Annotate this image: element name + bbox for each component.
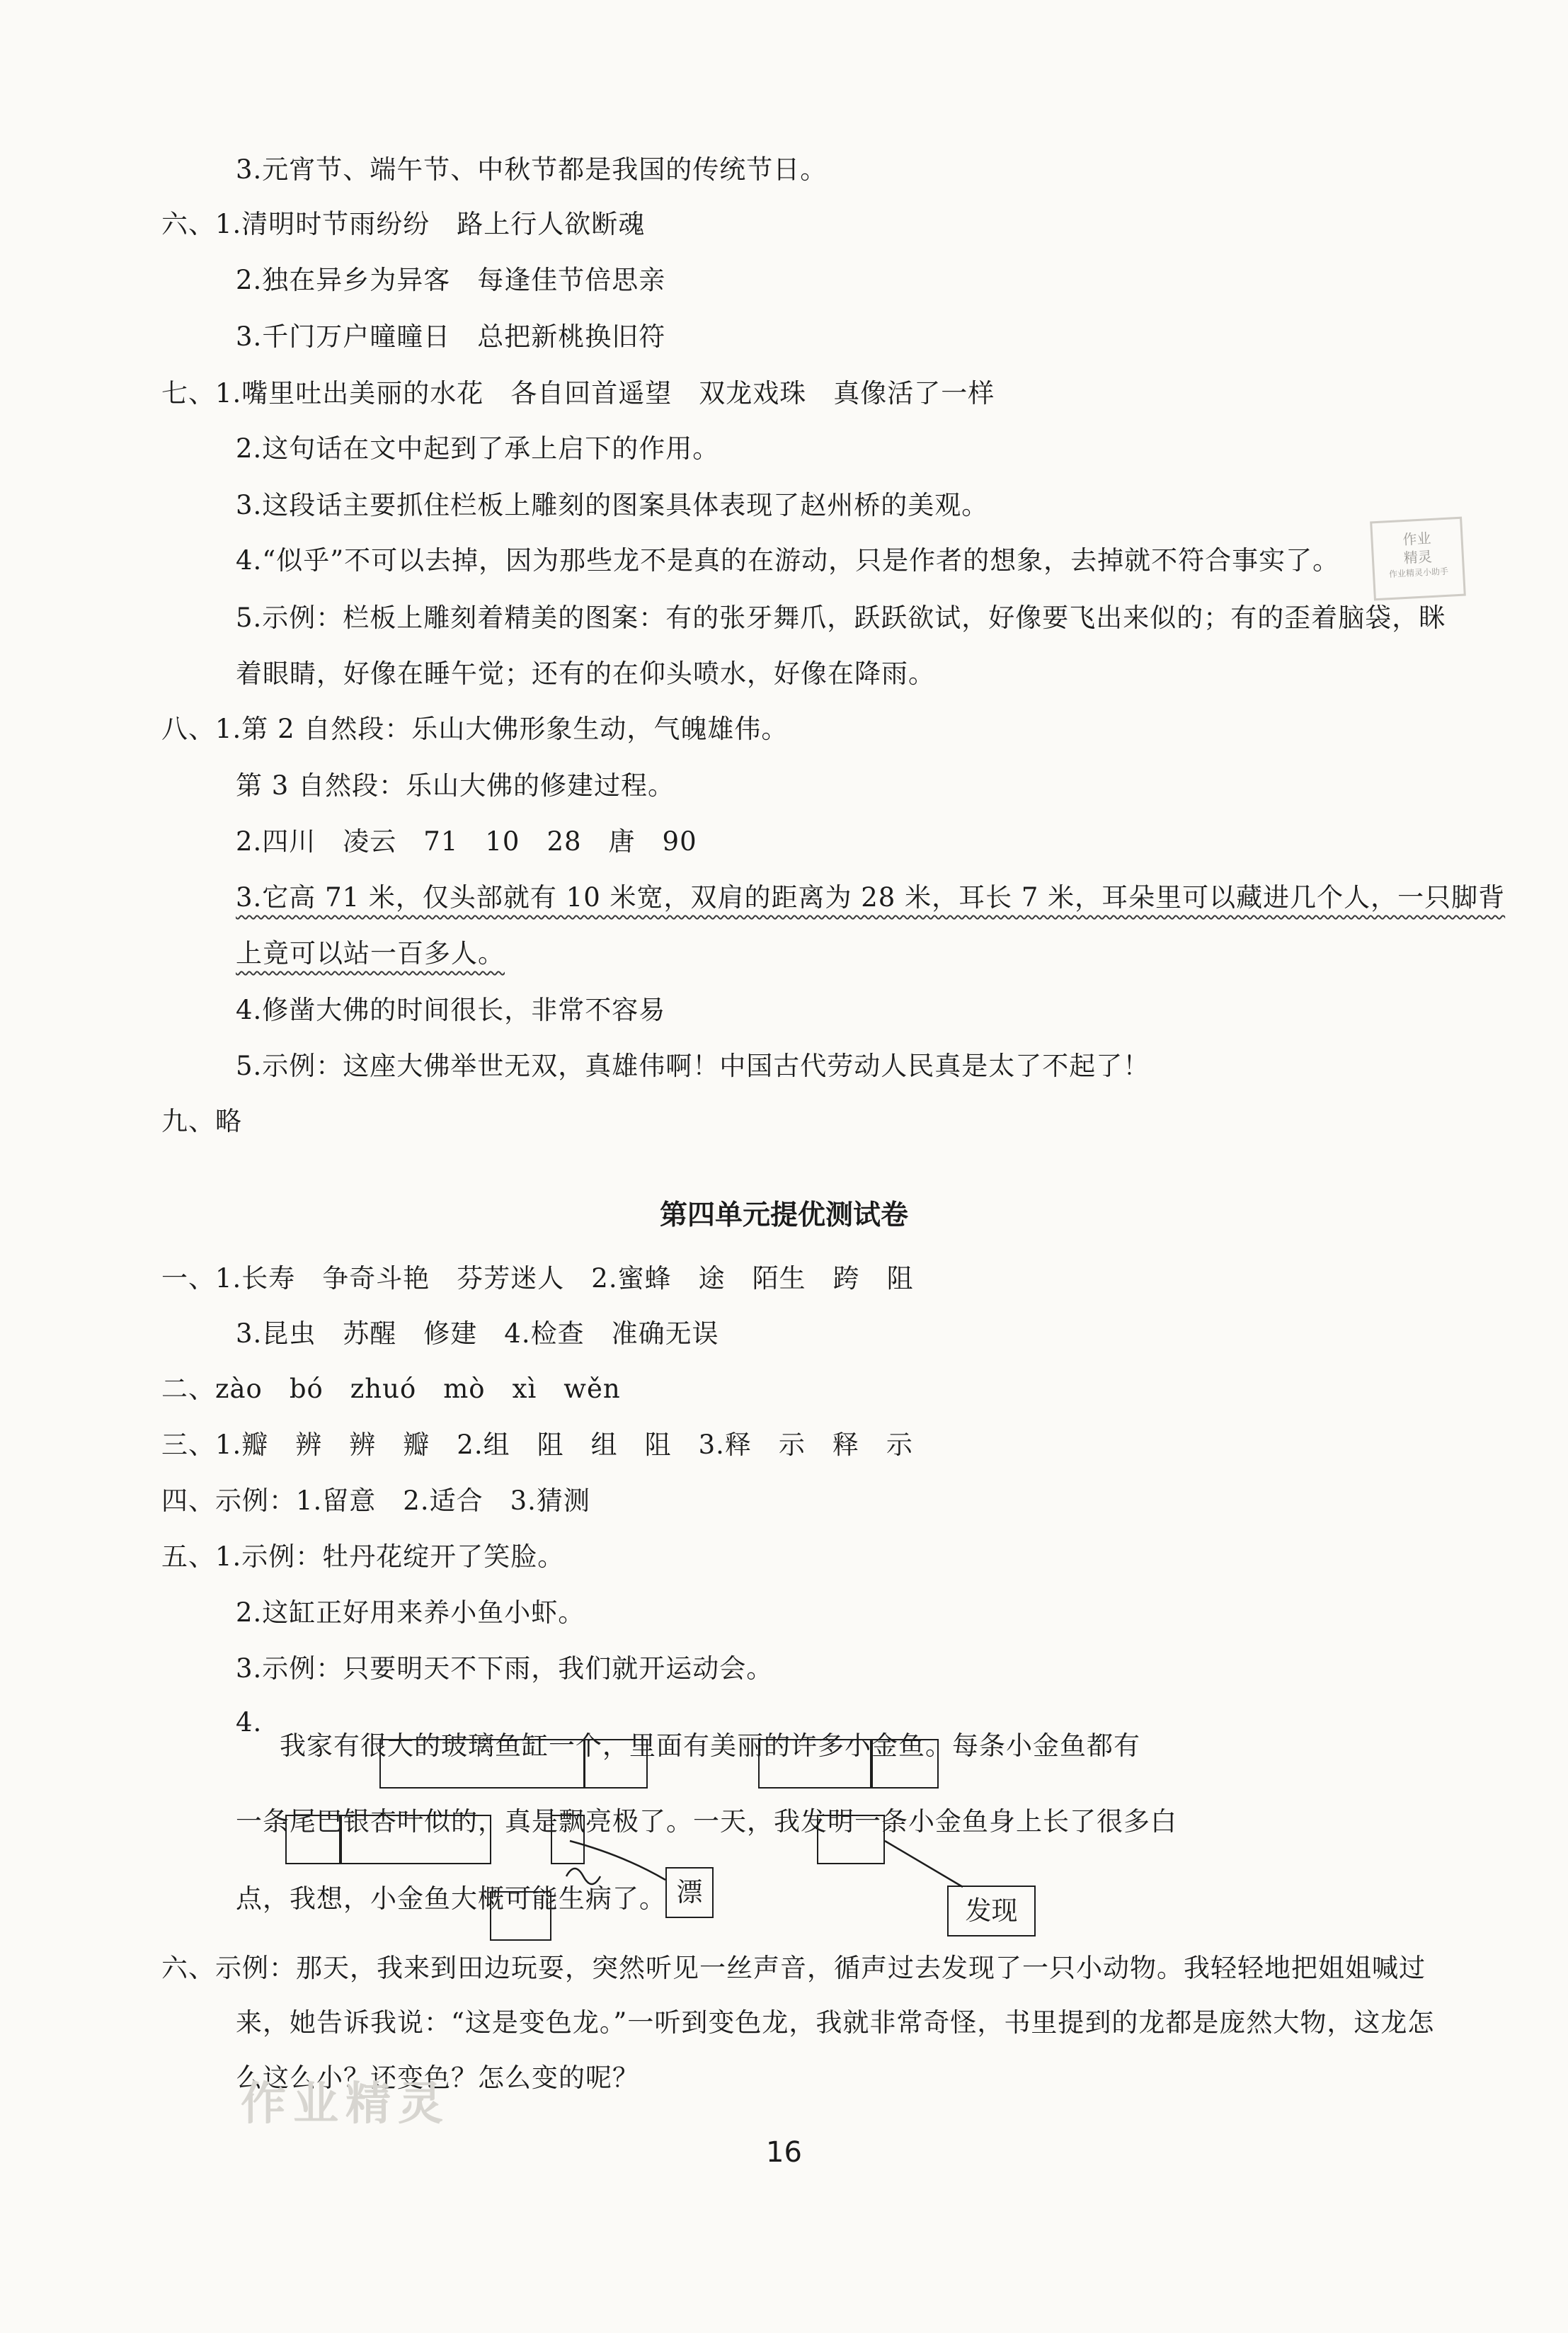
answer-line: 六、示例：那天，我来到田边玩耍，突然听见一丝声音，循声过去发现了一只小动物。我轻轻地把姐姐喊过 [161, 1953, 1426, 1983]
answer-line: 点，我想，小金鱼大概可能生病了。 [236, 1883, 666, 1914]
arrow-line [570, 1841, 665, 1880]
answer-line: 2.独在异乡为异客 每逢佳节倍思亲 [236, 265, 666, 295]
wavy-underline-text: 上竟可以站一百多人。 [236, 938, 505, 969]
answer-line: 3.昆虫 苏醒 修建 4.检查 准确无误 [236, 1318, 719, 1349]
answer-line: 2.四川 凌云 71 10 28 唐 90 [236, 826, 697, 857]
answer-line: 二、zào bó zhuó mò xì wěn [161, 1374, 621, 1404]
answer-line: 一、1.长寿 争奇斗艳 芬芳迷人 2.蜜蜂 途 陌生 跨 阻 [161, 1263, 914, 1294]
watermark-stamp: 作业 精灵 作业精灵小助手 [1370, 517, 1466, 601]
answer-line: 九、略 [161, 1106, 242, 1136]
answer-line: 5.示例：这座大佛举世无双，真雄伟啊！中国古代劳动人民真是太了不起了！ [236, 1051, 1150, 1081]
answer-line: 七、1.嘴里吐出美丽的水花 各自回首遥望 双龙戏珠 真像活了一样 [161, 378, 995, 409]
wavy-underline-text: 3.它高 71 米，仅头部就有 10 米宽，双肩的距离为 28 米，耳长 7 米，耳朵里可以藏进几个人，一只脚背 [236, 882, 1506, 913]
answer-line: 一条尾巴银杏叶似的，真是飘亮极了。一天，我发明一条小金鱼身上长了很多白 [236, 1806, 1177, 1837]
answer-line: 六、1.清明时节雨纷纷 路上行人欲断魂 [161, 209, 646, 239]
answer-line: 着眼睛，好像在睡午觉；还有的在仰头喷水，好像在降雨。 [236, 658, 935, 689]
answer-line: 4.修凿大佛的时间很长，非常不容易 [236, 995, 666, 1025]
page-number: 16 [766, 2136, 802, 2169]
answer-line: 3.元宵节、端午节、中秋节都是我国的传统节日。 [236, 154, 828, 185]
answer-line: 四、示例：1.留意 2.适合 3.猜测 [161, 1485, 590, 1516]
answer-line: 3.这段话主要抓住栏板上雕刻的图案具体表现了赵州桥的美观。 [236, 490, 989, 520]
answer-line: 五、1.示例：牡丹花绽开了笑脸。 [161, 1541, 565, 1572]
answer-line: 3.示例：只要明天不下雨，我们就开运动会。 [236, 1653, 774, 1684]
answer-line: 2.这句话在文中起到了承上启下的作用。 [236, 433, 720, 464]
answer-line: 3.千门万户曈曈日 总把新桃换旧符 [236, 321, 666, 352]
watermark-text: 作业精灵 [241, 2078, 450, 2130]
answer-line: 来，她告诉我说：“这是变色龙。”一听到变色龙，我就非常奇怪，书里提到的龙都是庞然大物，这龙怎 [236, 2007, 1435, 2038]
answer-line: 4. [236, 1707, 263, 1738]
answer-line: 2.这缸正好用来养小鱼小虾。 [236, 1597, 585, 1628]
answer-line: 第 3 自然段：乐山大佛的修建过程。 [236, 770, 675, 801]
answer-line: 八、1.第 2 自然段：乐山大佛形象生动，气魄雄伟。 [161, 714, 789, 744]
arrow-loop [566, 1869, 600, 1884]
correction-piao: 漂 [665, 1867, 714, 1918]
section-title: 第四单元提优测试卷 [659, 1199, 908, 1231]
answer-line: 我家有很大的玻璃鱼缸一个，里面有美丽的许多小金鱼。每条小金鱼都有 [280, 1730, 1140, 1761]
arrow-line [885, 1841, 963, 1887]
answer-line: 么这么小？还变色？怎么变的呢？ [236, 2063, 639, 2093]
answer-line: 4.“似乎”不可以去掉，因为那些龙不是真的在游动，只是作者的想象，去掉就不符合事实了。 [236, 545, 1340, 576]
answer-line: 5.示例：栏板上雕刻着精美的图案：有的张牙舞爪，跃跃欲试，好像要飞出来似的；有的歪着脑袋，眯 [236, 603, 1446, 633]
correction-faxian: 发现 [947, 1886, 1036, 1936]
answer-line: 三、1.瓣 辨 辨 瓣 2.组 阻 组 阻 3.释 示 释 示 [161, 1430, 913, 1460]
